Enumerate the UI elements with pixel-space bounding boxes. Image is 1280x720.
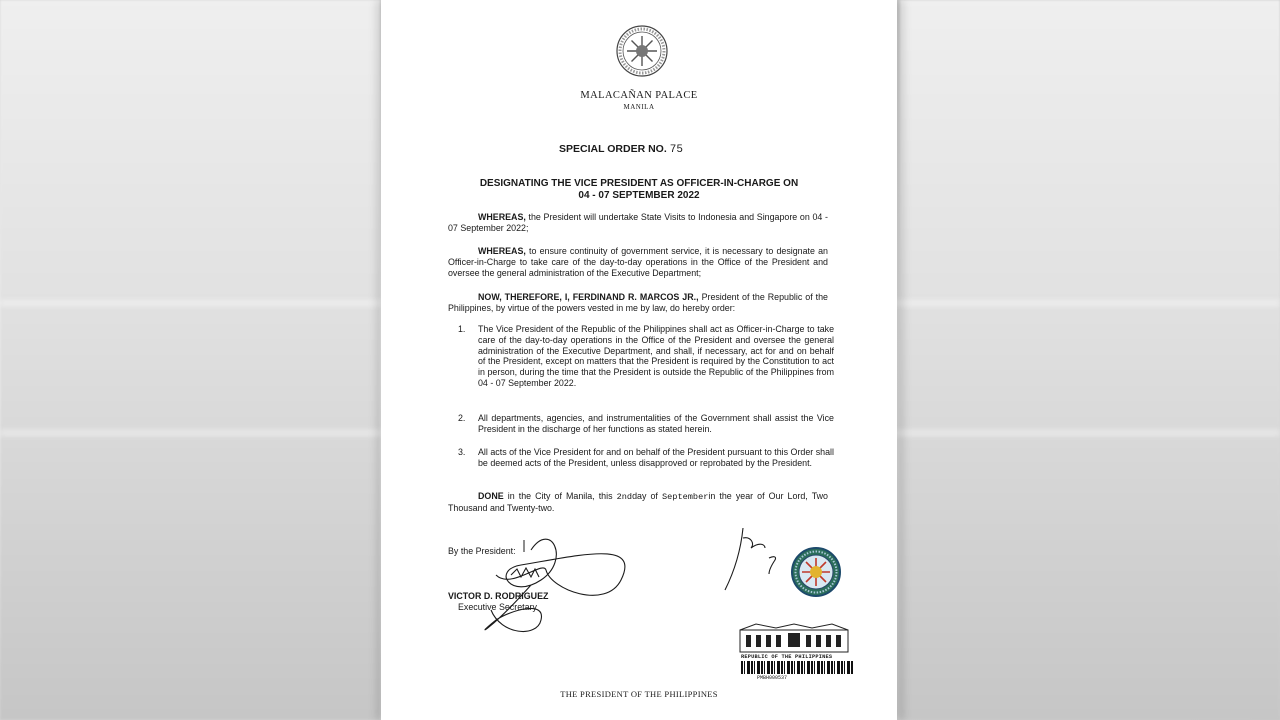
- document-page: [381, 0, 897, 720]
- signatory-position: Executive Secretary: [458, 602, 537, 612]
- now-therefore-paragraph: [448, 292, 828, 314]
- item-number: 3.: [458, 447, 466, 457]
- stamp-code: PMBH000537: [757, 675, 788, 681]
- by-the-president-line: By the President:: [448, 546, 516, 556]
- whereas-text: to ensure continuity of government service, it is necessary to designate an Officer-in-Charge to take care of the day-to-day operations in the Office of the President and oversee the general administration of the Executive Department;: [448, 246, 828, 278]
- presidential-seal-icon: [615, 24, 669, 78]
- title-line-1: DESIGNATING THE VICE PRESIDENT AS OFFICER-IN-CHARGE ON: [479, 178, 799, 189]
- order-label: SPECIAL ORDER NO.: [559, 143, 667, 155]
- stamp-label: REPUBLIC OF THE PHILIPPINES: [741, 654, 833, 660]
- whereas-text: the President will undertake State Visits to Indonesia and Singapore on 04 - 07 September 2022;: [448, 212, 828, 233]
- order-number-line: [559, 143, 683, 156]
- order-number: 75: [669, 144, 683, 156]
- executive-secretary-signature: [471, 520, 641, 640]
- done-day: 2nd: [616, 492, 633, 502]
- palace-city: MANILA: [623, 103, 655, 111]
- page-footer: THE PRESIDENT OF THE PHILIPPINES: [560, 689, 718, 699]
- item-text: All acts of the Vice President for and on behalf of the President pursuant to this Order shall be deemed acts of the President, unless disapproved or reprobated by the President.: [478, 447, 834, 468]
- order-item: [458, 447, 834, 469]
- item-number: 2.: [458, 413, 466, 423]
- document-title: [381, 178, 897, 202]
- whereas-lead: WHEREAS,: [478, 246, 526, 256]
- done-text-1: in the City of Manila, this: [503, 491, 617, 501]
- item-number: 1.: [458, 324, 466, 334]
- order-item: [458, 413, 834, 435]
- order-item: [458, 324, 834, 389]
- title-line-2: 04 - 07 SEPTEMBER 2022: [578, 190, 700, 201]
- whereas-paragraph-2: [448, 246, 828, 278]
- signatory-name: VICTOR D. RODRIGUEZ: [448, 591, 549, 601]
- now-therefore-text: President of the Republic of the Philippines, by virtue of the powers vested in me by law, do hereby order:: [448, 292, 828, 313]
- whereas-paragraph-1: [448, 212, 828, 234]
- background-blur-left: [0, 0, 380, 720]
- palace-name: MALACAÑAN PALACE: [580, 90, 698, 101]
- done-text-2: day of: [632, 491, 662, 501]
- background-blur-right: [900, 0, 1280, 720]
- now-therefore-lead: NOW, THEREFORE, I, FERDINAND R. MARCOS JR.,: [478, 292, 699, 302]
- whereas-lead: WHEREAS,: [478, 212, 526, 222]
- president-signature: [721, 518, 801, 598]
- item-text: The Vice President of the Republic of the Philippines shall act as Officer-in-Charge to take care of the day-to-day operations in the Office of the President and oversee the general administration of the Executive Department, and shall, if necessary, act for and on behalf of the President, except on matters that the President is required by the Constitution to act in person, during the time that the President is outside the Republic of the Philippines from 04 - 07 September 2022.: [478, 324, 834, 388]
- done-month: September: [661, 492, 709, 502]
- barcode: [741, 661, 853, 674]
- done-paragraph: [448, 491, 828, 514]
- item-text: All departments, agencies, and instrumentalities of the Government shall assist the Vice President in the discharge of her functions as stated herein.: [478, 413, 834, 434]
- presidential-seal-color-icon: [790, 546, 842, 598]
- done-text-3: in the year of Our Lord, Two Thousand and Twenty-two.: [448, 491, 828, 513]
- done-lead: DONE: [478, 491, 504, 501]
